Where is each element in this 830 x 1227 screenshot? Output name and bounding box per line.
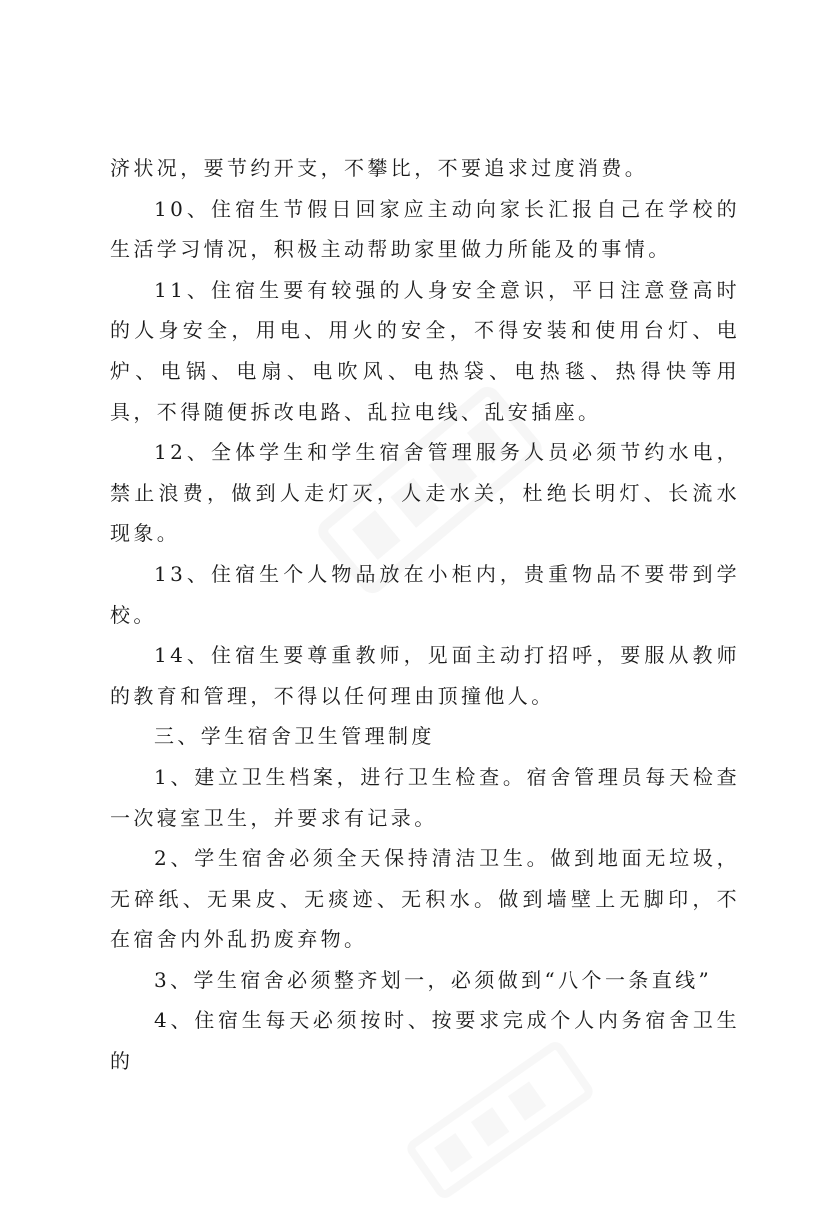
paragraph-rule-14: 14、住宿生要尊重教师，见面主动打招呼，要服从教师的教育和管理，不得以任何理由顶撞他人。 xyxy=(110,643,740,708)
paragraph-rule-11: 11、住宿生要有较强的人身安全意识，平日注意登高时的人身安全，用电、用火的安全，不得安装和使用台灯、电炉、电锅、电扇、电吹风、电热袋、电热毯、热得快等用具，不得随便拆改电路、乱拉电线、乱安插座。 xyxy=(110,277,740,424)
paragraph-rule-10: 10、住宿生节假日回家应主动向家长汇报自己在学校的生活学习情况，积极主动帮助家里做力所能及的事情。 xyxy=(110,196,740,262)
paragraph-rule-13: 13、住宿生个人物品放在小柜内，贵重物品不要带到学校。 xyxy=(110,561,740,627)
paragraph-rule-12: 12、全体学生和学生宿舍管理服务人员必须节约水电，禁止浪费，做到人走灯灭，人走水关，杜绝长明灯、长流水现象。 xyxy=(110,440,740,546)
paragraph-hygiene-4: 4、住宿生每天必须按时、按要求完成个人内务宿舍卫生的 xyxy=(110,1008,740,1074)
paragraph-hygiene-3: 3、学生宿舍必须整齐划一，必须做到“八个一条直线” xyxy=(154,967,713,992)
paragraph-continuation: 济状况，要节约开支，不攀比，不要追求过度消费。 xyxy=(110,156,649,180)
paragraph-hygiene-1: 1、建立卫生档案，进行卫生检查。宿舍管理员每天检查一次寝室卫生，并要求有记录。 xyxy=(110,764,740,830)
document-body xyxy=(110,148,740,1082)
paragraph-hygiene-2: 2、学生宿舍必须全天保持清洁卫生。做到地面无垃圾，无碎纸、无果皮、无痰迹、无积水。做到墙壁上无脚印，不在宿舍内外乱扔废弃物。 xyxy=(110,846,740,952)
section-heading-hygiene: 三、学生宿舍卫生管理制度 xyxy=(154,724,435,749)
